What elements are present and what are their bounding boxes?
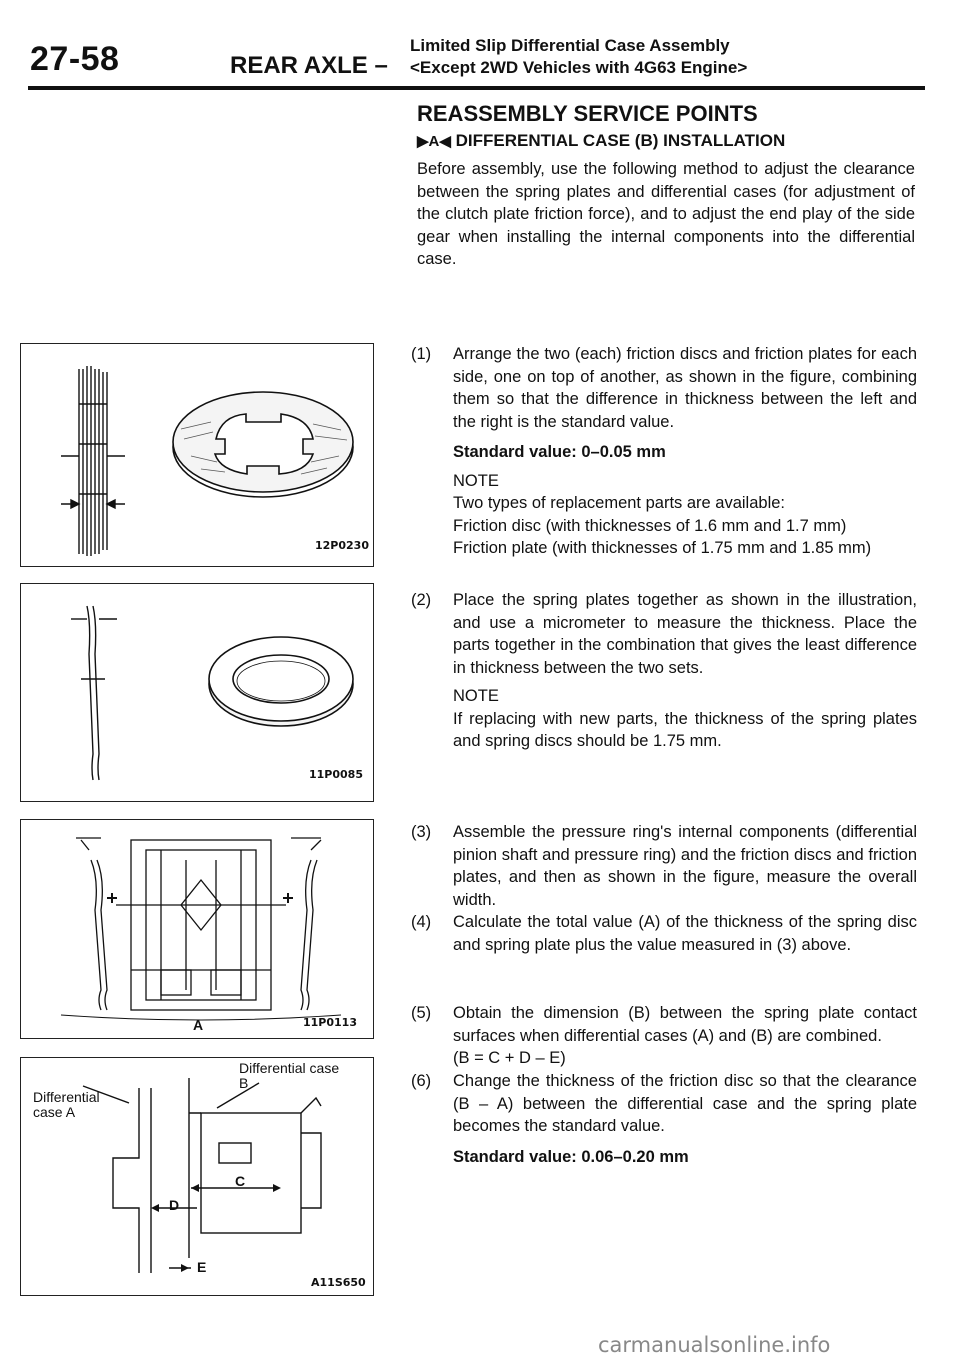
note-line: Friction disc (with thicknesses of 1.6 mm and 1.7 mm) — [453, 516, 847, 535]
note-line: Friction plate (with thicknesses of 1.75 mm and 1.85 mm) — [453, 539, 872, 557]
note-text: If replacing with new parts, the thickness of the spring plates and spring discs should be 1.75 mm. — [453, 709, 917, 750]
note-heading: NOTE — [453, 471, 499, 490]
step-1 — [411, 343, 917, 560]
dimension-label-a: A — [193, 1017, 204, 1033]
step-3 — [411, 821, 917, 911]
figure-code: 11P0085 — [309, 768, 363, 781]
step-2 — [411, 589, 917, 753]
standard-value: Standard value: 0.06–0.20 mm — [453, 1147, 689, 1166]
dimension-label-c: C — [235, 1173, 246, 1189]
step-text: Arrange the two (each) friction discs and friction plates for each side, one on top of another, as shown in the figure, combining them so that the difference in thickness between the left and the right is the standard value. — [453, 345, 917, 431]
step-number: (6) — [411, 1072, 432, 1090]
header-rule — [28, 86, 925, 90]
intro-paragraph: Before assembly, use the following method to adjust the clearance between the spring plates and differential cases (for adjustment of the clutch plate friction force), and to adjust the end play of the side gear when installing the internal components into the differential case. — [417, 160, 915, 268]
formula: (B = C + D – E) — [453, 1049, 566, 1067]
figure-code: 12P0230 — [315, 539, 369, 552]
note-heading: NOTE — [453, 687, 499, 705]
step-6 — [411, 1070, 917, 1168]
subsection-title — [417, 131, 785, 151]
watermark: carmanualsonline.info — [598, 1333, 831, 1357]
page-number: 27-58 — [30, 40, 120, 78]
subsection-title-text: DIFFERENTIAL CASE (B) INSTALLATION — [455, 131, 786, 150]
service-point-marker: ▶A◀ — [417, 133, 451, 150]
step-text: Calculate the total value (A) of the thickness of the spring disc and spring plate plus the value measured in (3) above. — [453, 913, 917, 954]
figure-overall-width — [20, 819, 374, 1039]
step-number: (2) — [411, 591, 432, 609]
step-number: (1) — [411, 345, 432, 363]
step-text: Place the spring plates together as shown in the illustration, and use a micrometer to measure the thickness. Place the parts together in the combination that gives the least difference in thickness between the two sets. — [453, 591, 917, 677]
step-text: Assemble the pressure ring's internal components (differential pinion shaft and pressure ring) and the friction discs and friction plates, and then as shown in the figure, measure the overall width. — [453, 823, 917, 909]
step-5 — [411, 1002, 917, 1070]
differential-case-b-letter: B — [239, 1075, 249, 1091]
step-text: Obtain the dimension (B) between the spring plate contact surfaces when differential cases (A) and (B) are combined. — [453, 1004, 917, 1045]
figure-code: 11P0113 — [303, 1016, 357, 1029]
header-subtitle: <Except 2WD Vehicles with 4G63 Engine> — [410, 58, 748, 77]
pressure-ring-assembly-illustration — [21, 820, 373, 1038]
header-title: Limited Slip Differential Case Assembly — [410, 36, 730, 55]
section-title: REASSEMBLY SERVICE POINTS — [417, 101, 758, 126]
dimension-label-e: E — [197, 1259, 207, 1275]
step-number: (4) — [411, 913, 432, 931]
figure-differential-case — [20, 1057, 374, 1296]
figure-code: A11S650 — [311, 1276, 366, 1289]
section-heading: REAR AXLE – — [230, 52, 388, 79]
differential-case-a-label: Differential case A — [33, 1089, 100, 1120]
figure-friction-discs — [20, 343, 374, 567]
figure-spring-plates — [20, 583, 374, 802]
step-number: (5) — [411, 1004, 432, 1022]
friction-disc-illustration — [21, 344, 373, 566]
step-4 — [411, 911, 917, 956]
note-line: Two types of replacement parts are available: — [453, 494, 786, 512]
differential-case-b-label: Differential case — [239, 1060, 340, 1076]
dimension-label-d: D — [169, 1197, 180, 1213]
standard-value: Standard value: 0–0.05 mm — [453, 443, 666, 461]
step-number: (3) — [411, 823, 432, 841]
step-text: Change the thickness of the friction disc so that the clearance (B – A) between the differential case and the spring plate becomes the standard value. — [453, 1072, 917, 1135]
